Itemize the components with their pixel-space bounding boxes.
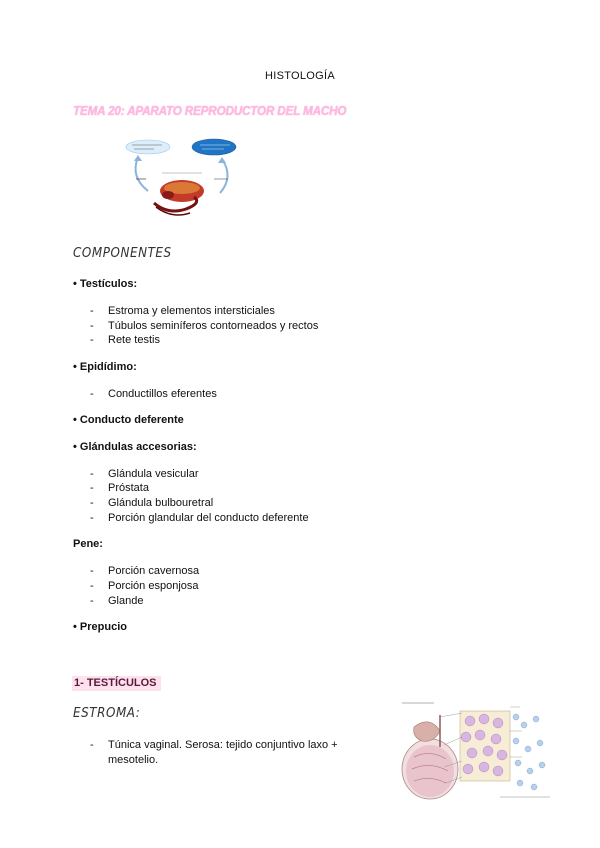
list-item: - Rete testis [90, 334, 160, 346]
list-item: - Porción esponjosa [90, 580, 199, 592]
list-item: - Conductillos eferentes [90, 388, 217, 400]
list-item: - Próstata [90, 482, 149, 494]
group-label-epididimo: • Epidídimo: [73, 361, 137, 373]
page-header-title: HISTOLOGÍA [264, 70, 336, 82]
estroma-paragraph: - Túnica vaginal. Serosa: tejido conjuntivo laxo + mesotelio. [90, 739, 338, 766]
list-item: - Túbulos seminíferos contorneados y rectos [90, 320, 319, 332]
group-label-pene: Pene: [73, 538, 103, 550]
diagram-bubble-right [192, 139, 236, 155]
list-item: - Porción cavernosa [90, 565, 200, 577]
diagram-bubble-left [126, 140, 170, 154]
group-label-testiculos: • Testículos: [73, 278, 138, 290]
cycle-diagram [124, 133, 242, 221]
list-item: - Glándula vesicular [90, 468, 199, 480]
estroma-heading: ESTROMA: [73, 706, 141, 721]
group-label-conducto-deferente: • Conducto deferente [73, 414, 184, 426]
componentes-heading: COMPONENTES [73, 246, 172, 261]
testis-histology-figure [400, 697, 560, 801]
diagram-arrow-left [136, 157, 148, 191]
group-label-glandulas: • Glándulas accesorias: [73, 441, 197, 453]
tema-title: TEMA 20: APARATO REPRODUCTOR DEL MACHO [73, 103, 347, 118]
list-item: - Glándula bulbouretral [90, 497, 214, 509]
list-item: - Glande [90, 595, 144, 607]
epididymis-shape [414, 722, 440, 741]
chapter-title: 1- TESTÍCULOS [72, 676, 161, 691]
diagram-arrow-right [220, 159, 228, 193]
list-item: - Porción glandular del conducto deferente [90, 512, 309, 524]
list-item: - Estroma y elementos intersticiales [90, 305, 275, 317]
group-label-prepucio: • Prepucio [73, 621, 127, 633]
